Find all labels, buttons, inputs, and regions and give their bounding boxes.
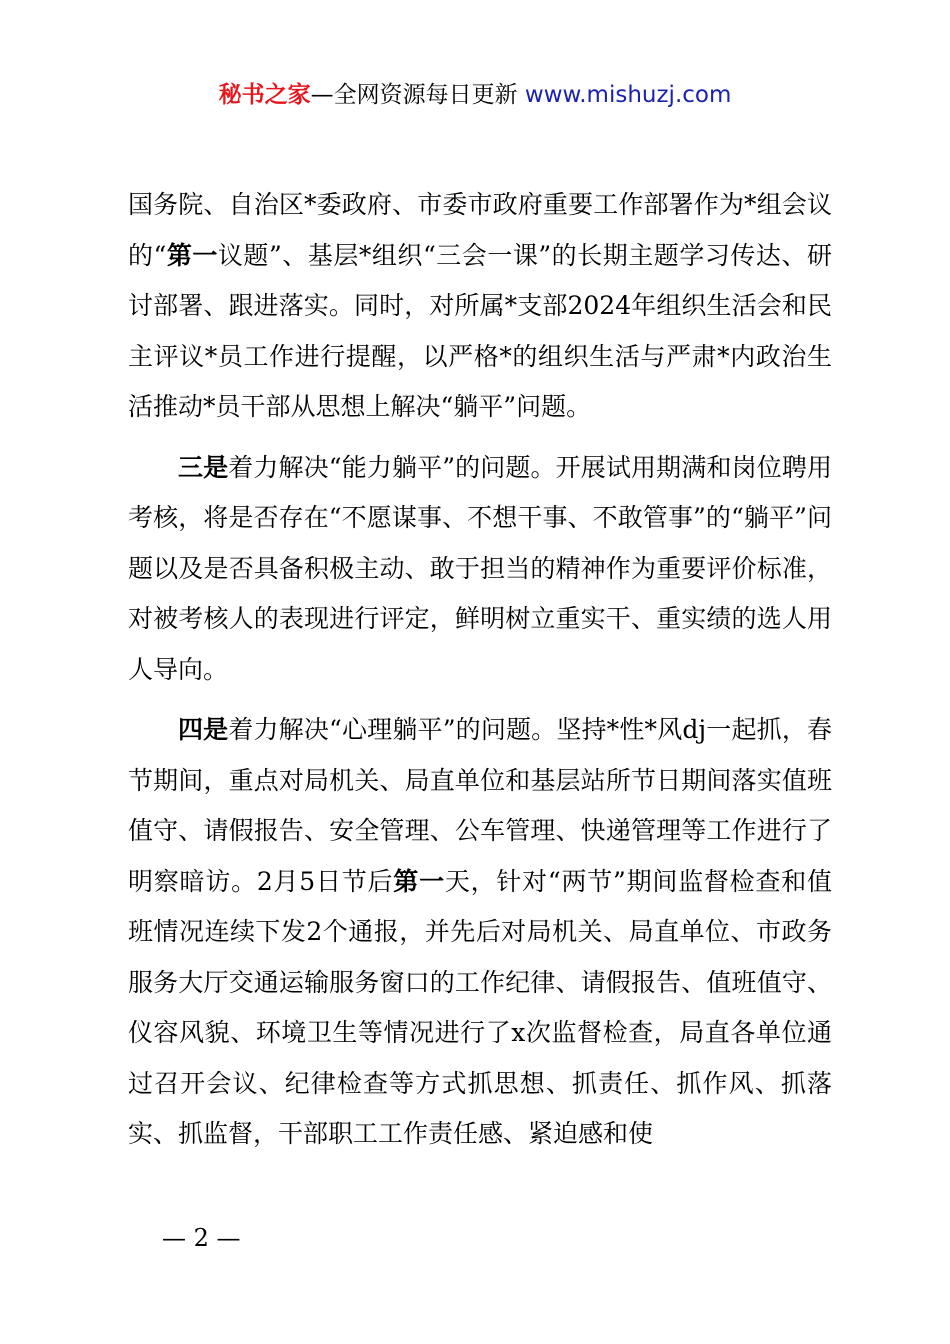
paragraph-3: [128, 705, 832, 1160]
site-header: [0, 78, 950, 112]
paragraph-1-bold-first: 第一: [166, 240, 218, 270]
paragraph-1-text-a: 国务院、自治区*委政府、市委市政府重要工作部署作为*组会议的“: [128, 190, 832, 270]
paragraph-2-lead: 三是: [178, 452, 229, 482]
paragraph-1-text-b: 议题”、基层*组织“三会一课”的长期主题学习传达、研讨部署、跟进落实。同时，对所属*支部2024年组织生活会和民主评议*员工作进行提醒，以严格*的组织生活与严肃*内政治生活推动*员干部从思想上解决“躺平”问题。: [128, 240, 832, 421]
document-body: [128, 180, 832, 1160]
paragraph-3-text-b: 天，针对“两节”期间监督检查和值班情况连续下发2个通报，并先后对局机关、局直单位、市政务服务大厅交通运输服务窗口的工作纪律、请假报告、值班值守、仪容风貌、环境卫生等情况进行了x次监督检查，局直各单位通过召开会议、纪律检查等方式抓思想、抓责任、抓作风、抓落实、抓监督，干部职工工作责任感、紧迫感和使: [128, 866, 832, 1148]
site-url-link[interactable]: www.mishuzj.com: [524, 82, 732, 108]
paragraph-3-bold-first: 第一: [393, 866, 445, 896]
paragraph-1: [128, 180, 832, 433]
header-tagline: —全网资源每日更新: [310, 82, 518, 108]
brand-name: 秘书之家: [218, 82, 311, 108]
paragraph-2: [128, 443, 832, 696]
paragraph-3-text-a: 着力解决“心理躺平”的问题。坚持*性*风dj一起抓，春节期间，重点对局机关、局直单位和基层站所节日期间落实值班值守、请假报告、安全管理、公车管理、快递管理等工作进行了明察暗访。2月5日节后: [128, 715, 832, 896]
page-number: — 2 —: [162, 1224, 241, 1252]
paragraph-2-text: 着力解决“能力躺平”的问题。开展试用期满和岗位聘用考核，将是否存在“不愿谋事、不想干事、不敢管事”的“躺平”问题以及是否具备积极主动、敢于担当的精神作为重要评价标准，对被考核人的表现进行评定，鲜明树立重实干、重实绩的选人用人导向。: [128, 452, 832, 684]
paragraph-3-lead: 四是: [178, 715, 229, 744]
